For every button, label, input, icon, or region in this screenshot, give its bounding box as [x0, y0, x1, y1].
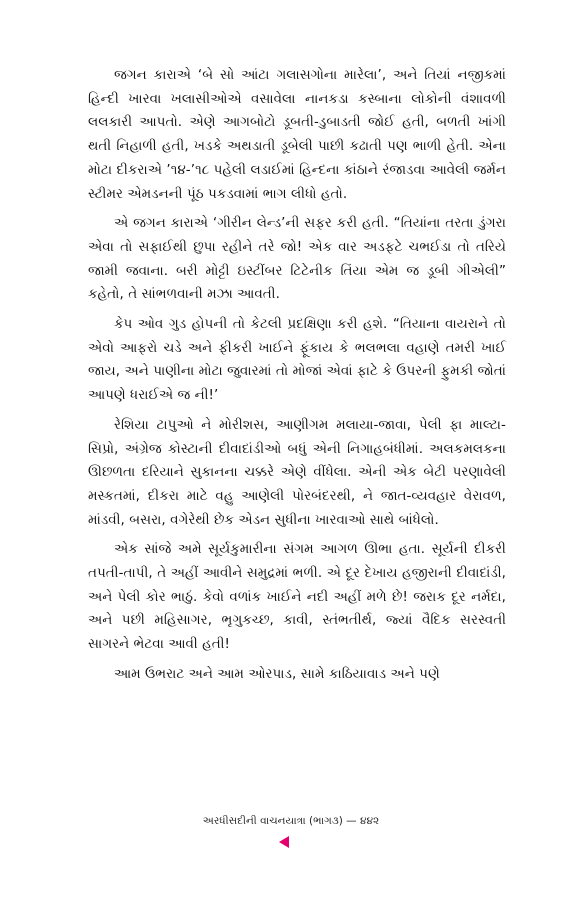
paragraph-5: એક સાંજે અમે સૂર્યકુમારીના સંગમ આગળ ઊભા હતા. સૂર્યની દીકરી તપતી-તાપી, તે અહીં આવીને સમુદ્રમાં ભળી. એ દૂર દેખાય હજીરાની દીવાદાંડી, અને પેલી કોર ભાઠું. કેવો વળાંક ખાઈને નદી અહીં મળે છે! જરાક દૂર નર્મદા, અને પછી મહિસાગર, ભૃગુકચ્છ, કાવી, સ્તંભતીર્થ, જ્યાં વૈદિક સરસ્વતી સાગરને ભેટવા આવી હતી! [88, 542, 506, 653]
paragraph-3: કેપ ઓવ ગુડ હોપની તો કેટલી પ્રદક્ષિણા કરી હશે. “તિયાના વાયરાને તો એવો આફરો ચડે અને ફીકરી ખાઈને ફૂંકાય કે ભલભલા વહાણે તમરી ખાઈ જાય, અને પાણીના મોટા જુવારમાં તો મોજાં એવાં ફાટે કે ઉપરની ફુમકી જોતાં આપણે ધરાઈએ જ ની!’ [88, 317, 506, 404]
paragraph-1: જગન કારાએ ‘બે સો આંટા ગલાસગોના મારેલા’, અને તિયાં નજીકમાં હિન્દી ખારવા ખલાસીઓએ વસાવેલા નાનકડા કસ્બાના લોકોની વંશાવળી લલકારી આપતો. એણે આગબોટો ડૂબતી-ડુબાડતી જોઈ હતી, બળતી ખાંગી થતી નિહાળી હતી, ખડકે અથડાતી ડૂબેલી પાછી કઢાતી પણ ભાળી હેતી. એના મોટા દીકરાએ ’૧૪-’૧૮ પહેલી લડાઈમાં હિન્દના કાંઠાને રંજાડવા આવેલી જર્મન સ્ટીમર એમડનની પૂંઠ પકડવામાં ભાગ લીધો હતો. [88, 68, 506, 202]
paragraph-2: એ જગન કારાએ ‘ગીરીન લેન્ડ’ની સફર કરી હતી. “તિયાંના તરતા ડુંગરા એવા તો સફાઈથી છુપા રહીને તરે જો! એક વાર અડફટે ચભઈડા તો તરિયે જામી જવાના. બરી મોટ્ટી ઇસ્ટીંબર ટિટેનીક તિંયા એમ જ ડૂબી ગીએલી” કહેતો, તે સાંભળવાની મઝા આવતી. [88, 216, 506, 303]
page-footer: અરધીસદીની વાચનયાત્રા (ભાગ૩) — ૪૪૨ [202, 815, 380, 827]
paragraph-6: આમ ઉભરાટ અને આમ ઓરપાડ, સામે કાઠિયાવાડ અને પણે [114, 666, 440, 682]
page-body [88, 64, 506, 693]
previous-page-arrow-icon[interactable] [279, 836, 289, 848]
paragraph-4: રેશિયા ટાપુઓ ને મોરીશસ, આણીગમ મલાયા-જાવા, પેલી ફા માલ્ટા-સિપ્રો, અંગ્રેજ કોસ્ટાની દીવાદાંડીઓ બધું એની નિગાહબંધીમાં. અલકમલકના ઊછળતા દરિયાને સુકાનના ચક્કરે એણે વીંધેલા. એની એક બેટી પરણાવેલી મસ્કતમાં, દીકરા માટે વહુ આણેલી પોરબંદરથી, ને જાત-વ્યવહાર વેરાવળ, માંડવી, બસરા, વગેરેથી છેક એડન સુધીના ખારવાઓ સાથે બાંધેલો. [88, 417, 506, 528]
